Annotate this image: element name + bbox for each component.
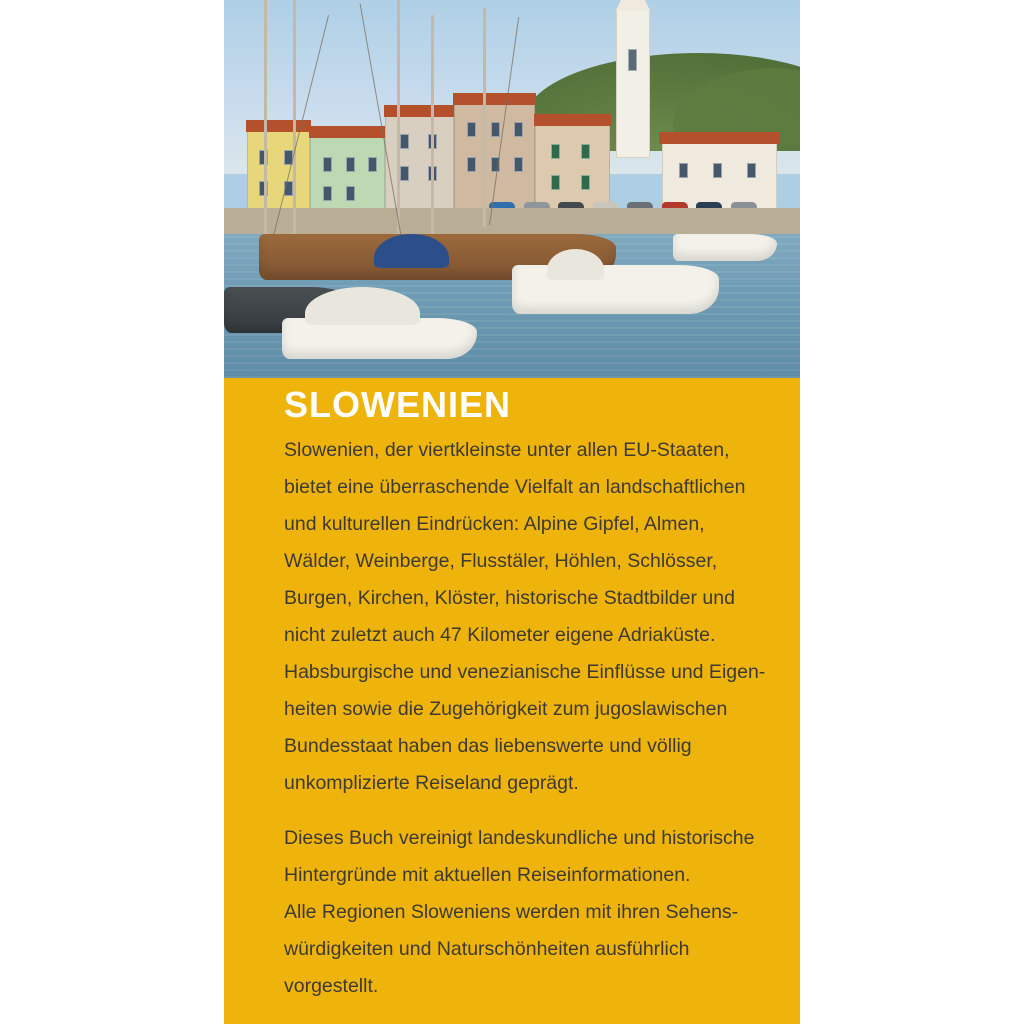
mast	[293, 0, 296, 265]
window	[679, 163, 688, 178]
paragraph-intro: Slowenien, der viertkleinste unter allen EU-Staaten, bietet eine überraschende Vielfalt an landschaftlichen und kulturellen Eindrücken: Alpine Gipfel, Almen, Wälder, Weinberge, Flusstäler, Höhlen, Schlösser, Burgen, Kirchen, Klöster, historische Stadtbilder und nicht zuletzt auch 47 Kilometer eigene Adriaküste. Habsburgische und venezianische Einflüsse und Eigen-heiten sowie die Zugehörigkeit zum jugoslawischen Bundesstaat haben das liebenswerte und völlig unkomplizierte Reiseland geprägt.	[284, 439, 766, 794]
window	[581, 175, 590, 190]
cover-body-text	[284, 432, 768, 1023]
roof	[384, 105, 455, 117]
window	[551, 144, 560, 159]
cover-panel	[224, 0, 800, 1024]
window	[514, 157, 523, 172]
roof	[659, 132, 779, 144]
roof	[453, 93, 536, 105]
window	[467, 122, 476, 137]
window	[368, 157, 377, 172]
window	[713, 163, 722, 178]
mast	[264, 0, 267, 272]
moored-boat	[673, 234, 777, 260]
window	[346, 157, 355, 172]
roof	[309, 126, 386, 138]
mast	[483, 8, 486, 227]
mast	[431, 15, 434, 242]
white-boat-hull	[512, 265, 719, 314]
window	[400, 166, 409, 181]
church-tower	[616, 8, 650, 158]
window	[491, 122, 500, 137]
window	[467, 157, 476, 172]
window	[400, 134, 409, 149]
roof	[534, 114, 611, 126]
paragraph-regions: Alle Regionen Sloweniens werden mit ihren Sehens-würdigkeiten und Naturschönheiten ausführlich vorgestellt.	[284, 901, 739, 997]
tower-window	[628, 49, 637, 71]
page-title: SLOWENIEN	[284, 384, 512, 425]
window	[323, 157, 332, 172]
window	[514, 122, 523, 137]
window	[551, 175, 560, 190]
window	[581, 144, 590, 159]
paragraph-book-content: Dieses Buch vereinigt landeskundliche und historische Hintergründe mit aktuellen Reiseinformationen.	[284, 827, 755, 886]
harbour-town-photo	[224, 0, 800, 378]
window	[747, 163, 756, 178]
